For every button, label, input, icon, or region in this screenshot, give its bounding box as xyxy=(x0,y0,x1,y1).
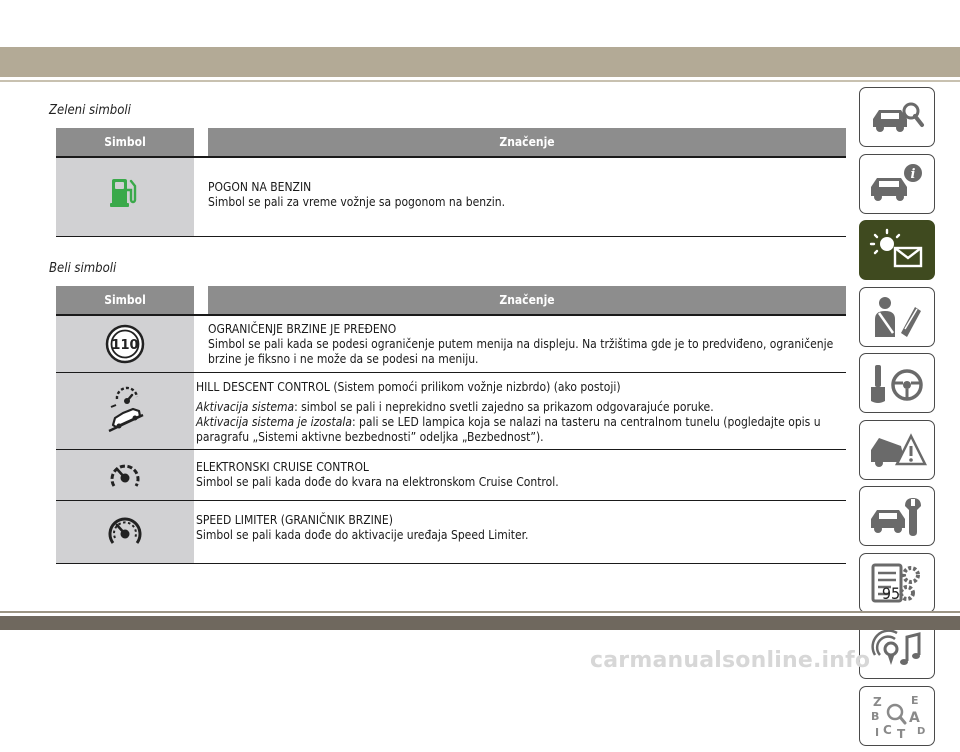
symbol-cell xyxy=(56,501,194,563)
row-deactivation xyxy=(196,415,846,445)
tab-safety[interactable] xyxy=(859,287,935,347)
footer-band xyxy=(0,616,960,630)
car-info-icon xyxy=(867,160,927,208)
car-magnifier-icon xyxy=(867,93,927,141)
tab-car-overview[interactable] xyxy=(859,87,935,147)
tab-car-info[interactable] xyxy=(859,154,935,214)
tab-maintenance[interactable] xyxy=(859,486,935,546)
person-seatbelt-icon xyxy=(867,293,927,341)
symbol-cell xyxy=(56,158,194,236)
hill-descent-icon xyxy=(103,385,147,433)
table-row xyxy=(56,158,846,237)
row-text: Simbol se pali kada se podesi ograničenje putem menija na displeju. Na tržištima gde je to predviđeno, ograničenje brzine je fiksno i ne može da se podesi na meniju. xyxy=(208,337,834,366)
section-title-green: Zeleni simboli xyxy=(49,103,131,118)
meaning-cell xyxy=(194,316,846,372)
header-band xyxy=(0,47,960,77)
speed-limiter-icon xyxy=(105,513,145,549)
tab-index[interactable] xyxy=(859,686,935,746)
row-title: POGON NA BENZIN xyxy=(208,180,312,194)
media-note-icon xyxy=(867,625,927,673)
meaning-cell xyxy=(194,501,846,563)
fuel-pump-icon xyxy=(110,176,140,208)
speed-limit-110-icon xyxy=(105,324,145,364)
green-symbols-table xyxy=(56,128,846,237)
tab-technical-data[interactable] xyxy=(859,553,935,613)
page-number: 95 xyxy=(881,584,901,603)
header-line xyxy=(0,80,960,82)
white-symbols-table xyxy=(56,286,846,564)
activation-label: Aktivacija sistema xyxy=(196,400,295,414)
svg-text:B: B xyxy=(871,709,880,723)
row-title: ELEKTRONSKI CRUISE CONTROL xyxy=(196,460,369,474)
table-header xyxy=(56,128,846,158)
table-row xyxy=(56,450,846,501)
tab-starting-driving[interactable] xyxy=(859,353,935,413)
meaning-cell xyxy=(194,158,846,236)
row-activation xyxy=(196,400,846,415)
table-row xyxy=(56,316,846,373)
svg-text:I: I xyxy=(875,725,880,739)
row-text: Simbol se pali kada dođe do aktivacije uređaja Speed Limiter. xyxy=(196,528,529,542)
alphabet-index-icon xyxy=(867,692,927,740)
watermark: carmanualsonline.info xyxy=(590,648,871,673)
car-crash-warning-icon xyxy=(867,426,927,474)
speed-limit-value: 110 xyxy=(111,338,139,353)
deactivation-text: : pali se LED lampica koja se nalazi na tasteru na centralnom tunelu (pogledajte opis u paragrafu „Sistemi aktivne bezbednosti” odeljka „Bezbednost”). xyxy=(196,415,821,444)
row-text: Simbol se pali za vreme vožnje sa pogonom na benzin. xyxy=(208,195,506,209)
key-steering-wheel-icon xyxy=(867,359,927,407)
car-wrench-icon xyxy=(867,492,927,540)
cruise-control-icon xyxy=(107,460,143,492)
symbol-cell xyxy=(56,316,194,372)
activation-text: : simbol se pali i neprekidno svetli zajedno sa prikazom odgovarajuće poruke. xyxy=(294,400,714,414)
meaning-cell xyxy=(194,373,846,449)
row-title: HILL DESCENT CONTROL (Sistem pomoći prilikom vožnje nizbrdo) (ako postoji) xyxy=(196,380,621,394)
svg-text:C: C xyxy=(883,722,892,737)
table-row xyxy=(56,501,846,564)
symbol-cell xyxy=(56,450,194,500)
row-text: Simbol se pali kada dođe do kvara na elektronskom Cruise Control. xyxy=(196,475,559,489)
meaning-cell xyxy=(194,450,846,500)
row-title: SPEED LIMITER (GRANIČNIK BRZINE) xyxy=(196,513,393,527)
header-meaning: Značenje xyxy=(208,286,846,314)
chapter-tabs xyxy=(859,87,935,752)
svg-text:D: D xyxy=(917,725,926,737)
tab-emergency[interactable] xyxy=(859,420,935,480)
footer-line xyxy=(0,611,960,613)
section-title-white: Beli simboli xyxy=(49,261,117,276)
svg-text:A: A xyxy=(909,709,920,726)
header-meaning: Značenje xyxy=(208,128,846,156)
table-header xyxy=(56,286,846,316)
table-row xyxy=(56,373,846,450)
tab-warning-lights[interactable] xyxy=(859,220,935,280)
row-title: OGRANIČENJE BRZINE JE PREĐENO xyxy=(208,322,397,336)
svg-text:i: i xyxy=(910,166,916,182)
header-symbol: Simbol xyxy=(56,286,194,314)
svg-text:Z: Z xyxy=(873,694,882,709)
deactivation-label: Aktivacija sistema je izostala xyxy=(196,415,352,429)
warning-light-message-icon xyxy=(867,226,927,274)
symbol-cell xyxy=(56,373,194,449)
svg-text:T: T xyxy=(897,726,906,740)
header-symbol: Simbol xyxy=(56,128,194,156)
svg-text:E: E xyxy=(911,693,919,707)
